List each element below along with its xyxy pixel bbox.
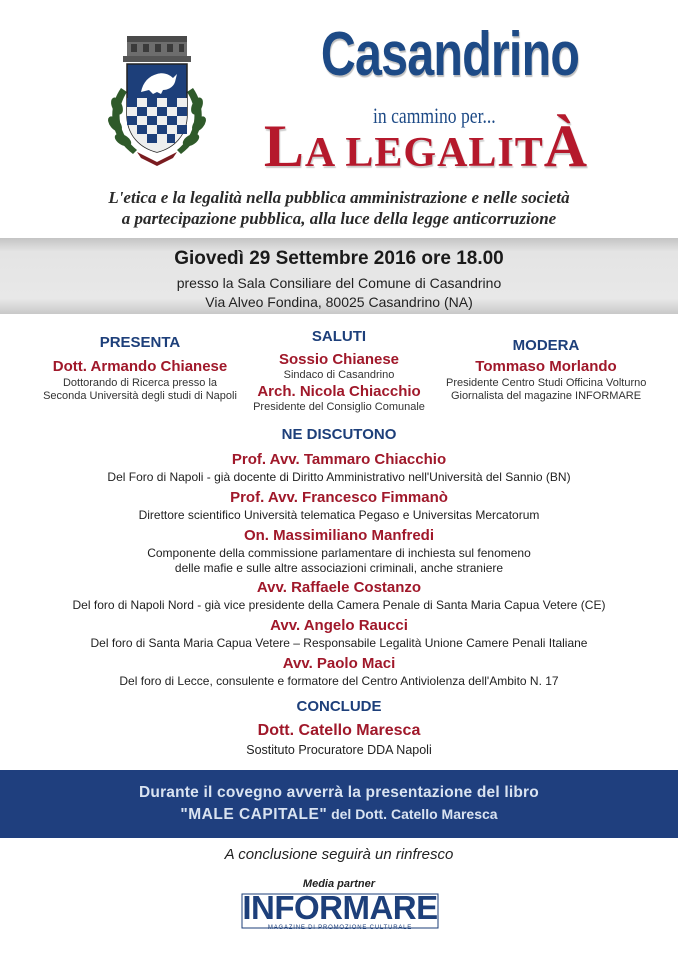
saluti-desc2: Presidente del Consiglio Comunale xyxy=(253,401,425,413)
title-legalita xyxy=(226,114,626,185)
modera-label: MODERA xyxy=(512,337,580,354)
closing-note: A conclusione seguirà un rinfresco xyxy=(224,846,454,863)
informare-logo-subtitle: MAGAZINE DI PROMOZIONE CULTURALE xyxy=(267,925,413,931)
title-legalita-initial: L xyxy=(263,113,305,179)
speaker-3-desc-line1: Componente della commissione parlamentare di inchiesta sul fenomeno xyxy=(147,546,531,560)
speaker-6-name: Avv. Paolo Maci xyxy=(282,655,396,672)
book-author: del Dott. Catello Maresca xyxy=(331,806,498,822)
tagline-line2: a partecipazione pubblica, alla luce della legge anticorruzione xyxy=(121,209,557,228)
saluti-label: SALUTI xyxy=(311,328,367,345)
modera-name: Tommaso Morlando xyxy=(475,358,617,375)
speaker-1-desc: Del Foro di Napoli - già docente di Diritto Amministrativo nell'Università del Sannio (BN) xyxy=(107,470,571,484)
presenta-desc1: Dottorando di Ricerca presso la xyxy=(62,377,218,389)
speaker-5-name: Avv. Angelo Raucci xyxy=(270,617,408,634)
presenta-name: Dott. Armando Chianese xyxy=(52,358,228,375)
book-title-line xyxy=(0,806,678,824)
speaker-4-name: Avv. Raffaele Costanzo xyxy=(256,579,422,596)
book-band xyxy=(0,770,678,838)
page-subtitle: in cammino per... xyxy=(373,103,496,128)
speaker-3-desc-line2: delle mafie e sulle altre associazioni criminali, anche straniere xyxy=(174,561,504,575)
speaker-6-desc: Del foro di Lecce, consulente e formatore del Centro Antiviolenza dell'Ambito N. 17 xyxy=(119,674,559,688)
speaker-3-name: On. Massimiliano Manfredi xyxy=(243,527,435,544)
modera-desc2: Giornalista del magazine INFORMARE xyxy=(450,390,642,402)
speaker-1-name: Prof. Avv. Tammaro Chiacchio xyxy=(231,451,447,468)
speaker-4-desc: Del foro di Napoli Nord - già vice presidente della Camera Penale di Santa Maria Capua Vetere (CE) xyxy=(72,598,606,612)
speaker-5-desc: Del foro di Santa Maria Capua Vetere – Responsabile Legalità Unione Camere Penali Italiane xyxy=(90,636,588,650)
modera-desc1: Presidente Centro Studi Officina Volturno xyxy=(446,377,647,389)
saluti-desc1: Sindaco di Casandrino xyxy=(283,369,395,381)
conclude-label: CONCLUDE xyxy=(296,698,382,715)
conclude-desc: Sostituto Procuratore DDA Napoli xyxy=(246,743,432,757)
saluti-name2: Arch. Nicola Chiacchio xyxy=(257,383,421,400)
speaker-2-desc: Direttore scientifico Università telematica Pegaso e Universitas Mercatorum xyxy=(138,508,540,522)
event-date: Giovedì 29 Settembre 2016 ore 18.00 xyxy=(174,248,504,269)
title-legalita-middle: A LEGALIT xyxy=(304,130,544,176)
saluti-name1: Sossio Chianese xyxy=(278,351,400,368)
presenta-desc2: Seconda Università degli studi di Napoli xyxy=(43,390,237,402)
event-venue-line2: Via Alveo Fondina, 80025 Casandrino (NA) xyxy=(205,294,473,310)
event-venue-line1: presso la Sala Consiliare del Comune di Casandrino xyxy=(176,275,502,291)
informare-logo: INFORMARE xyxy=(242,889,438,926)
tagline-line1: L'etica e la legalità nella pubblica amministrazione e nelle società xyxy=(108,188,570,207)
book-title: "MALE CAPITALE" xyxy=(180,806,328,823)
discutono-label: NE DISCUTONO xyxy=(281,426,397,443)
media-partner-label: Media partner xyxy=(302,878,376,890)
coat-of-arms-icon xyxy=(103,28,211,168)
presenta-label: PRESENTA xyxy=(99,334,181,351)
title-legalita-end: À xyxy=(543,113,589,179)
page-title: Casandrino xyxy=(320,20,580,89)
book-announcement: Durante il covegno avverrà la presentazione del libro xyxy=(139,784,539,801)
speaker-2-name: Prof. Avv. Francesco Fimmanò xyxy=(230,489,448,506)
conclude-name: Dott. Catello Maresca xyxy=(257,722,421,739)
